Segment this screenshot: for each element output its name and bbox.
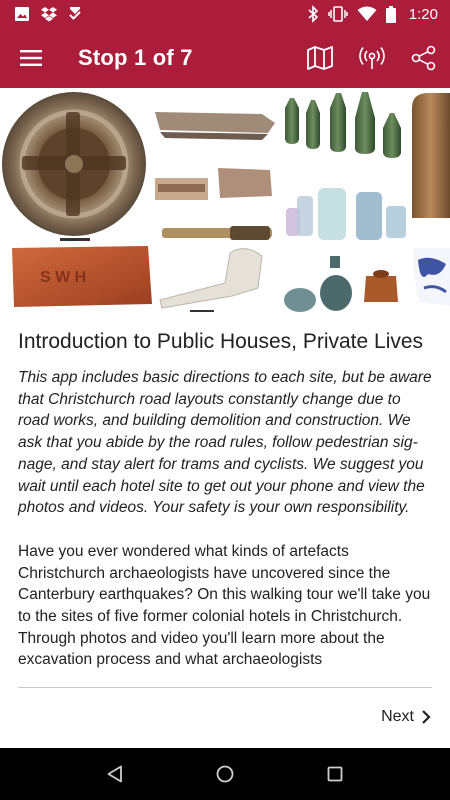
home-icon xyxy=(216,765,234,783)
divider xyxy=(18,687,432,688)
dropbox-icon xyxy=(40,6,58,22)
recents-button[interactable] xyxy=(305,748,365,800)
artefacts-collage-image xyxy=(0,88,450,315)
home-button[interactable] xyxy=(195,748,255,800)
vibrate-icon xyxy=(328,6,348,22)
map-icon xyxy=(307,46,333,70)
battery-icon xyxy=(386,6,396,23)
back-icon xyxy=(107,765,123,783)
content-scroll-area[interactable] xyxy=(0,315,450,687)
chevron-right-icon xyxy=(420,709,432,725)
broadcast-button[interactable] xyxy=(346,28,398,88)
body-text: Have you ever wondered what kinds of artefacts Christchurch archaeologists have uncovered since the Canterbury earthquakes? On this walking tour we'll take you to the sites of five former colonial hotels in Christchurch. Through photos and video you'll learn more about the excavation process and what archaeologists xyxy=(18,542,431,669)
image-icon xyxy=(14,6,30,22)
hamburger-menu-icon xyxy=(20,50,42,66)
status-time: 1:20 xyxy=(408,5,438,23)
hero-artefacts-image xyxy=(0,88,450,315)
share-button[interactable] xyxy=(398,28,450,88)
status-right-icons xyxy=(307,5,438,23)
page-title: Stop 1 of 7 xyxy=(78,45,193,70)
status-bar xyxy=(0,0,450,28)
next-button-label: Next xyxy=(381,708,414,725)
back-button[interactable] xyxy=(85,748,145,800)
system-nav-bar xyxy=(0,748,450,800)
recents-icon xyxy=(327,766,343,782)
stop-title: Introduction to Public Houses, Private Lives xyxy=(18,330,424,353)
map-button[interactable] xyxy=(294,28,346,88)
wifi-icon xyxy=(357,6,377,22)
svg-text:S W H: S W H xyxy=(40,269,87,286)
safety-intro-text: This app includes basic directions to each site, but be aware that Christchurch road layouts constantly change due to road works, and building demolition and construction. We ask that you abide by the road rules, follow pedestrian sig-nage, and stay alert for trams and cyclists. We suggest you wait until each hotel site to get out your phone and view the photos and videos. Your safety is your own responsibility. xyxy=(18,369,432,517)
menu-button[interactable] xyxy=(0,28,62,88)
broadcast-icon xyxy=(358,46,386,70)
download-done-icon xyxy=(68,6,82,22)
share-icon xyxy=(411,45,437,71)
bluetooth-icon xyxy=(307,5,319,23)
status-left-icons xyxy=(14,6,82,22)
app-bar xyxy=(0,28,450,88)
next-button[interactable] xyxy=(381,700,432,734)
